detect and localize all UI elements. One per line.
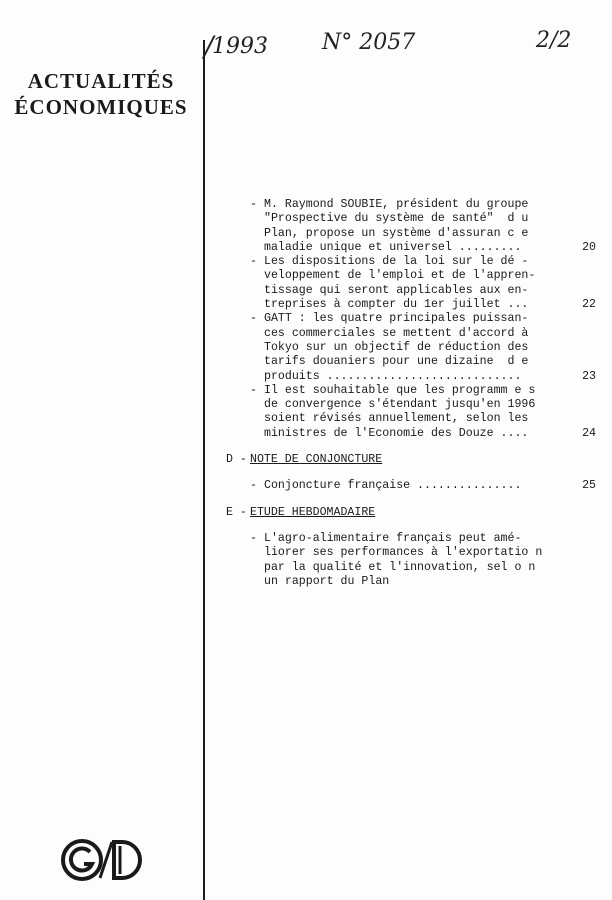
toc-entry [250, 198, 596, 255]
toc-entry [250, 384, 596, 441]
entry-text-line: par la qualité et l'innovation, sel o n [264, 560, 536, 574]
masthead-line1: ACTUALITÉS [27, 69, 175, 93]
section-title: ETUDE HEBDOMADAIRE [250, 505, 376, 519]
entry-text-line: L'agro-alimentaire français peut amé- [264, 531, 522, 545]
section-title: NOTE DE CONJONCTURE [250, 453, 383, 467]
handwritten-part: 2/2 [536, 28, 572, 53]
entry-text-line: ministres de l'Economie des Douze .... [264, 426, 529, 440]
toc-entry [250, 532, 596, 589]
gd-logo [60, 838, 152, 882]
entry-text-line: maladie unique et universel ......... [264, 240, 522, 254]
handwritten-slash: / [204, 30, 214, 63]
entry-text-line: M. Raymond SOUBIE, président du groupe [264, 198, 529, 211]
entry-text-line: ces commerciales se mettent d'accord à [264, 326, 529, 340]
entry-text-line: "Prospective du système de santé" d u [264, 212, 529, 226]
entry-dash: - [250, 383, 257, 397]
entry-dash: - [250, 531, 257, 545]
entry-text-line: liorer ses performances à l'exportatio n [264, 546, 543, 560]
entries-group-c [250, 198, 596, 441]
masthead [6, 68, 196, 120]
entry-page-number: 22 [582, 298, 596, 312]
entry-text-line: tissage qui seront applicables aux en- [264, 283, 529, 297]
section-letter: E - [226, 505, 247, 519]
entry-page-number: 23 [582, 369, 596, 383]
entry-dash: - [250, 198, 257, 211]
toc-entry [250, 255, 596, 312]
entry-text-line: Plan, propose un système d'assuran c e [264, 226, 529, 240]
entries-group-e [250, 532, 596, 589]
entry-dash: - [250, 479, 257, 493]
table-of-contents [226, 198, 596, 589]
handwritten-issue-number: N° 2057 [322, 30, 416, 55]
entry-text-line: veloppement de l'emploi et de l'appren- [264, 269, 536, 283]
entry-text-line: Les dispositions de la loi sur le dé - [264, 255, 529, 269]
section-e-heading [226, 506, 596, 520]
entry-text-line: un rapport du Plan [264, 574, 390, 588]
handwritten-year: 1993 [212, 34, 268, 59]
entry-text-line: GATT : les quatre principales puissan- [264, 312, 529, 326]
entry-text-line: soient révisés annuellement, selon les [264, 412, 529, 426]
entry-text-line: Conjoncture française ............... [264, 479, 522, 493]
entry-dash: - [250, 255, 257, 269]
section-d-heading [226, 453, 596, 467]
masthead-line2: ÉCONOMIQUES [14, 95, 188, 119]
section-letter: D - [226, 453, 247, 467]
entries-group-d [250, 479, 596, 493]
entry-page-number: 24 [582, 426, 596, 440]
toc-entry [250, 479, 596, 493]
entry-text-line: de convergence s'étendant jusqu'en 1996 [264, 398, 536, 412]
entry-page-number: 20 [582, 240, 596, 254]
vertical-rule [203, 40, 205, 900]
entry-page-number: 25 [582, 479, 596, 493]
toc-entry [250, 312, 596, 383]
entry-text-line: Tokyo sur un objectif de réduction des [264, 340, 529, 354]
entry-text-line: treprises à compter du 1er juillet ... [264, 298, 529, 312]
entry-dash: - [250, 312, 257, 326]
entry-text-line: tarifs douaniers pour une dizaine d e [264, 355, 529, 369]
entry-text-line: Il est souhaitable que les programm e s [264, 383, 536, 397]
entry-text-line: produits ............................ [264, 369, 522, 383]
